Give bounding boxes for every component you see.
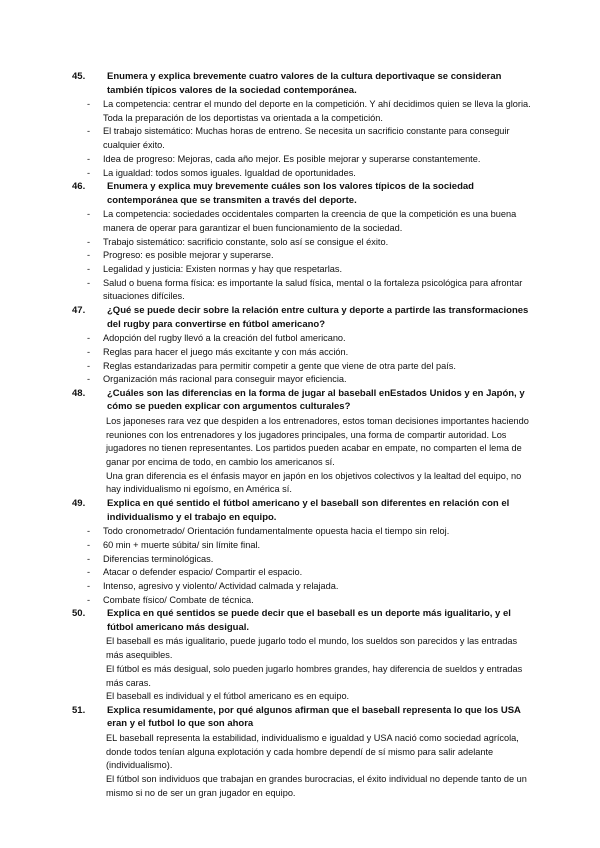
answer-bullet: - Reglas estandarizadas para permitir competir a gente que viene de otra parte del país. [72, 360, 532, 374]
answer-paragraph: Una gran diferencia es el énfasis mayor en japón en los objetivos colectivos y la lealtad del equipo, no hay individualismo ni egoísmo, en América sí. [106, 470, 522, 495]
answer-bullet: - La competencia: centrar el mundo del deporte en la competición. Y ahí decidimos quien se lleva la gloria. Toda la preparación de los deportistas va orientada a la competición. [72, 98, 532, 125]
question-text: ¿Cuáles son las diferencias en la forma de jugar al baseball enEstados Unidos y en Japón, y cómo se pueden explicar con argumentos culturales? [107, 387, 525, 413]
question-heading [72, 704, 532, 731]
question-block [72, 70, 532, 180]
answer-bullet-list [72, 98, 532, 180]
answer-paragraph: El fútbol es más desigual, solo pueden jugarlo hombres grandes, hay diferencia de sueldos y entradas más caras. [106, 663, 523, 688]
question-heading [72, 304, 532, 331]
question-block [72, 607, 532, 704]
answer-bullet: - La igualdad: todos somos iguales. Igualdad de oportunidades. [72, 167, 532, 181]
answer-bullet-list [72, 332, 532, 387]
questions-list [72, 70, 532, 800]
question-block [72, 304, 532, 387]
question-text: Enumera y explica muy brevemente cuáles son los valores típicos de la sociedad contemporánea que se transmiten a través del deporte. [107, 181, 474, 206]
question-number: 45. [72, 71, 86, 82]
question-text: Explica en qué sentido el fútbol americano y el baseball son diferentes en relación con el individualismo y el trabajo en equipo. [107, 498, 510, 523]
answer-bullet: - Organización más racional para conseguir mayor eficiencia. [72, 373, 532, 387]
question-block [72, 180, 532, 304]
answer-bullet: - Atacar o defender espacio/ Compartir el espacio. [72, 566, 532, 580]
question-heading [72, 387, 532, 414]
answer-paragraph: Los japoneses rara vez que despiden a los entrenadores, estos toman decisiones importantes haciendo reuniones con los entrenadores y los jugadores principales, una forma de compartir autoridad. Los jugadores no tienen representantes. Los partidos pueden acabar en empate, no comparten el lema de ganar por encima de todo, en cambio los americanos sí. [106, 415, 529, 468]
answer-bullet-list [72, 525, 532, 607]
question-text: ¿Qué se puede decir sobre la relación entre cultura y deporte a partirde las transformaciones del rugby para convertirse en fútbol americano? [107, 305, 529, 330]
question-number: 48. [72, 387, 86, 399]
question-heading [72, 70, 532, 97]
answer-bullet-list [72, 208, 532, 304]
question-block [72, 497, 532, 607]
question-number: 50. [72, 608, 86, 620]
answer-bullet: - Progreso: es posible mejorar y superarse. [72, 249, 532, 263]
question-number: 51. [72, 704, 86, 716]
answer-bullet: - Combate físico/ Combate de técnica. [72, 594, 532, 608]
answer-bullet: - Trabajo sistemático: sacrificio constante, solo así se consigue el éxito. [72, 236, 532, 250]
answer-bullet: - Salud o buena forma física: es importante la salud física, mental o la fortaleza psicológica para afrontar situaciones difíciles. [72, 277, 532, 304]
question-text: Explica en qué sentidos se puede decir que el baseball es un deporte más igualitario, y el fútbol americano más desigual. [107, 608, 511, 633]
answer-bullet: - Todo cronometrado/ Orientación fundamentalmente opuesta hacia el tiempo sin reloj. [72, 525, 532, 539]
question-heading [72, 180, 532, 207]
answer-bullet: - 60 min + muerte súbita/ sin límite final. [72, 539, 532, 553]
answer-bullet: - Reglas para hacer el juego más excitante y con más acción. [72, 346, 532, 360]
answer-bullet: - Adopción del rugby llevó a la creación del futbol americano. [72, 332, 532, 346]
question-text: Explica resumidamente, por qué algunos afirman que el baseball representa lo que los USA eran y el futbol lo que son ahora [107, 704, 521, 730]
answer-bullet: - La competencia: sociedades occidentales comparten la creencia de que la competición es una buena manera de operar para garantizar el buen funcionamiento de la sociedad. [72, 208, 532, 235]
answer-paragraph: El baseball es individual y el fútbol americano es en equipo. [106, 691, 350, 702]
question-number: 49. [72, 498, 86, 510]
answer-bullet: - Intenso, agresivo y violento/ Actividad calmada y relajada. [72, 580, 532, 594]
answer-bullet: - Idea de progreso: Mejoras, cada año mejor. Es posible mejorar y superarse constantemente. [72, 153, 532, 167]
answer-paragraph: El fútbol son individuos que trabajan en grandes burocracias, el éxito individual no depende tanto de un mismo si no de ser un gran jugador en equipo. [106, 774, 527, 798]
question-block [72, 704, 532, 801]
answer-bullet: - El trabajo sistemático: Muchas horas de entreno. Se necesita un sacrificio constante para conseguir cualquier éxito. [72, 125, 532, 152]
answer-paragraph: EL baseball representa la estabilidad, individualismo e igualdad y USA nació como sociedad agrícola, donde todos tenían alguna explotación y cada hombre dependí de sí mismo para salir adelante (individualismo). [106, 732, 519, 771]
question-number: 46. [72, 181, 86, 193]
answer-bullet: - Legalidad y justicia: Existen normas y hay que respetarlas. [72, 263, 532, 277]
question-text: Enumera y explica brevemente cuatro valores de la cultura deportivaque se consideran también típicos valores de la sociedad contemporánea. [107, 71, 502, 96]
question-heading [72, 607, 532, 634]
answer-paragraph: El baseball es más igualitario, puede jugarlo todo el mundo, los sueldos son parecidos y las entradas más asequibles. [106, 636, 518, 661]
question-heading [72, 497, 532, 524]
answer-bullet: - Diferencias terminológicas. [72, 553, 532, 567]
question-block [72, 387, 532, 497]
question-number: 47. [72, 305, 86, 317]
